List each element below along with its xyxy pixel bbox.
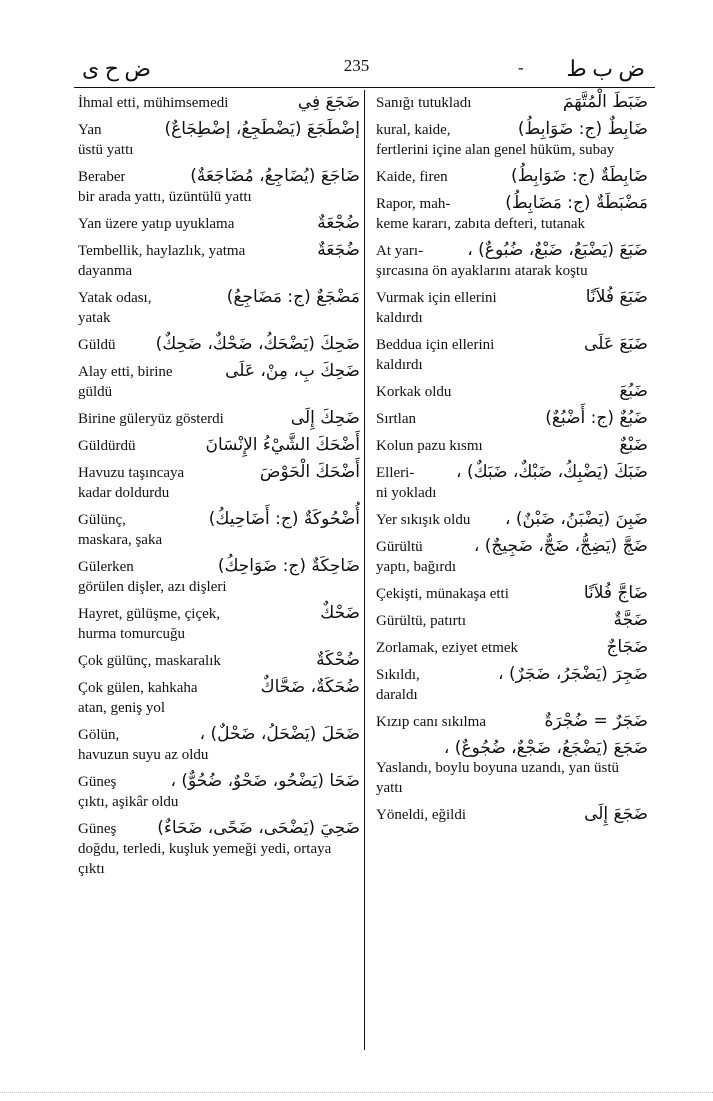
turkish-meaning: Çok gülen, kahkaha (78, 680, 198, 696)
meaning-continuation: Yaslandı, boylu boyuna uzandı, yan üstü yattı (376, 760, 620, 796)
dictionary-entry (78, 771, 360, 812)
turkish-meaning: Gürültü (376, 539, 423, 555)
dictionary-entry (78, 287, 360, 328)
turkish-meaning: Havuzu taşıncaya (78, 465, 185, 481)
meaning-continuation: çıktı, aşikâr oldu (78, 794, 179, 810)
arabic-headword: ضَجِرَ (يَضْجَرُ، ضَجَرٌ) ، (498, 664, 648, 684)
entry-headline (78, 603, 360, 624)
dictionary-entry (78, 509, 360, 550)
arabic-headword: ضَابِطَةٌ (ج: ضَوَابِطُ) (511, 166, 648, 186)
entry-headline (376, 583, 648, 604)
entry-headline (78, 435, 360, 456)
dictionary-entry (376, 408, 648, 429)
arabic-headword: ضَبُعَ (619, 381, 648, 401)
turkish-meaning: Rapor, mah- (376, 196, 451, 212)
dictionary-entry (78, 724, 360, 765)
left-column (78, 92, 360, 885)
dictionary-entry (376, 381, 648, 402)
entry-headline (376, 637, 648, 658)
arabic-headword: ضَجَّةٌ (613, 610, 648, 630)
turkish-meaning: Elleri- (376, 465, 415, 481)
turkish-meaning: Kaide, firen (376, 169, 448, 185)
entry-headline (376, 536, 648, 557)
entry-headline (376, 287, 648, 308)
page-number: 235 (343, 56, 370, 75)
entry-headline (78, 334, 360, 355)
bottom-edge (0, 1092, 713, 1097)
turkish-meaning: Gölün, (78, 727, 120, 743)
turkish-meaning: İhmal etti, mühimsemedi (78, 95, 229, 111)
dictionary-entry (78, 408, 360, 429)
arabic-headword: أَضْحَكَ الشَّيْءُ الإِنْسَانَ (205, 435, 360, 455)
turkish-meaning: Sanığı tutukladı (376, 95, 472, 111)
arabic-headword: ضَبَعَ (يَضْبَعُ، ضَبْعٌ، ضُبُوعٌ) ، (467, 240, 648, 260)
arabic-headword: ضَبَعَ عَلَى (584, 334, 648, 354)
entry-headline (376, 509, 648, 530)
dictionary-entry (376, 287, 648, 328)
dictionary-entry (376, 711, 648, 732)
entry-headline (376, 240, 648, 261)
entry-headline (376, 381, 648, 402)
dictionary-entry (376, 119, 648, 160)
turkish-meaning: Tembellik, haylazlık, yatma (78, 243, 246, 259)
arabic-headword: ضَحِكَ (يَضْحَكُ، ضَحْكٌ، ضَحِكٌ) (155, 334, 360, 354)
column-divider (364, 90, 365, 1050)
arabic-headword: ضُحْكَةٌ (316, 650, 360, 670)
arabic-headword: ضَحِكَ إِلَى (290, 408, 360, 428)
entry-headline (376, 92, 648, 113)
entry-headline (78, 724, 360, 745)
meaning-continuation: keme kararı, zabıta defteri, tutanak (376, 216, 586, 232)
arabic-headword: ضَحَا (يَضْحُو، ضَحْوٌ، ضُحُوٌّ) ، (170, 771, 360, 791)
turkish-meaning: Gülerken (78, 559, 134, 575)
entry-headline (376, 610, 648, 631)
arabic-headword: مَضْجَعٌ (ج: مَضَاجِعُ) (226, 287, 360, 307)
meaning-continuation: güldü (78, 384, 113, 400)
dictionary-entry (376, 804, 648, 825)
dictionary-entry (78, 435, 360, 456)
meaning-continuation: bir arada yattı, üzüntülü yattı (78, 189, 252, 205)
turkish-meaning: kural, kaide, (376, 122, 451, 138)
meaning-continuation: hurma tomurcuğu (78, 626, 186, 642)
arabic-headword: ضَبَطَ الْمُتَّهَمَ (562, 92, 648, 112)
turkish-meaning: Birine güleryüz gösterdi (78, 411, 224, 427)
turkish-meaning: Zorlamak, eziyet etmek (376, 640, 519, 656)
dictionary-entry (78, 650, 360, 671)
entry-headline (78, 771, 360, 792)
arabic-headword: ضَجَعَ فِي (297, 92, 360, 112)
turkish-meaning: Sırtlan (376, 411, 416, 427)
dictionary-entry (376, 92, 648, 113)
meaning-continuation: yaptı, bağırdı (376, 559, 456, 575)
page-header (60, 56, 653, 86)
entry-headline (78, 213, 360, 234)
arabic-headword: ضُجْعَةٌ (317, 213, 360, 233)
turkish-meaning: Yer sıkışık oldu (376, 512, 471, 528)
arabic-headword: ضَحَلَ (يَضْحَلُ، ضَحْلٌ) ، (199, 724, 360, 744)
meaning-continuation: fertlerini içine alan genel hüküm, subay (376, 142, 615, 158)
entry-headline (78, 240, 360, 261)
arabic-headword: ضَابِطٌ (ج: ضَوَابِطُ) (517, 119, 648, 139)
entry-headline (376, 334, 648, 355)
arabic-headword: أُضْحُوكَةٌ (ج: أَضَاحِيكُ) (208, 509, 360, 529)
meaning-continuation: şırcasına ön ayaklarını atarak koştu (376, 263, 588, 279)
arabic-headword: ضَجَّ (يَضِجُّ، ضَجٌّ، ضَجِيجٌ) ، (473, 536, 648, 556)
entry-headline (78, 650, 360, 671)
dictionary-entry (376, 637, 648, 658)
dictionary-entry (78, 462, 360, 503)
dictionary-entry (376, 166, 648, 187)
entry-headline (78, 677, 360, 698)
right-column (376, 92, 648, 831)
turkish-meaning: Güldü (78, 337, 116, 353)
meaning-continuation: dayanma (78, 263, 133, 279)
arabic-headword: ضَبَكَ (يَضْبِكُ، ضَبْكٌ، ضَبَكٌ) ، (456, 462, 648, 482)
entry-headline (376, 166, 648, 187)
dictionary-entry (376, 240, 648, 281)
meaning-continuation: kadar doldurdu (78, 485, 170, 501)
dictionary-entry (376, 664, 648, 705)
turkish-meaning: Gülünç, (78, 512, 126, 528)
header-left-letters: ض ح ى (82, 56, 152, 81)
entry-headline (78, 408, 360, 429)
dictionary-entry (78, 677, 360, 718)
meaning-continuation: maskara, şaka (78, 532, 163, 548)
dictionary-entry (78, 818, 360, 879)
turkish-meaning: Yatak odası, (78, 290, 152, 306)
entry-headline (376, 664, 648, 685)
turkish-meaning: Vurmak için ellerini (376, 290, 497, 306)
turkish-meaning: Korkak oldu (376, 384, 452, 400)
dictionary-entry (376, 583, 648, 604)
dictionary-entry (376, 738, 648, 798)
entry-headline (376, 804, 648, 825)
entry-headline (376, 738, 648, 758)
dictionary-entry (78, 166, 360, 207)
turkish-meaning: Yan üzere yatıp uyuklama (78, 216, 235, 232)
turkish-meaning: Güneş (78, 821, 117, 837)
entry-headline (78, 92, 360, 113)
dictionary-entry (376, 334, 648, 375)
entry-headline (78, 287, 360, 308)
turkish-meaning: Sıkıldı, (376, 667, 420, 683)
dictionary-entry (376, 193, 648, 234)
entry-headline (376, 435, 648, 456)
meaning-continuation: yatak (78, 310, 111, 326)
turkish-meaning: Kolun pazu kısmı (376, 438, 483, 454)
turkish-meaning: Beddua için ellerini (376, 337, 495, 353)
dictionary-entry (376, 610, 648, 631)
header-rule (74, 87, 655, 88)
entry-headline (78, 509, 360, 530)
turkish-meaning: Güneş (78, 774, 117, 790)
turkish-meaning: Hayret, gülüşme, çiçek, (78, 606, 221, 622)
turkish-meaning: Kızıp canı sıkılma (376, 714, 486, 730)
arabic-headword: إضْطَجَعَ (يَضْطَجِعُ، إضْطِجَاعٌ) (164, 119, 360, 139)
turkish-meaning: Yöneldi, eğildi (376, 807, 466, 823)
turkish-meaning: Çok gülünç, maskaralık (78, 653, 221, 669)
turkish-meaning: Gürültü, patırtı (376, 613, 466, 629)
arabic-headword: ضَجَعَ (يَضْجَعُ، ضَجْعٌ، ضُجُوعٌ) ، (443, 738, 648, 758)
arabic-headword: ضَجَعَ إِلَى (584, 804, 648, 824)
turkish-meaning: Alay etti, birine (78, 364, 173, 380)
turkish-meaning: Çekişti, münakaşa etti (376, 586, 509, 602)
meaning-continuation: görülen dişler, azı dişleri (78, 579, 227, 595)
turkish-meaning: Yan (78, 122, 102, 138)
meaning-continuation: atan, geniş yol (78, 700, 166, 716)
entry-headline (376, 193, 648, 214)
dictionary-entry (78, 213, 360, 234)
entry-headline (78, 462, 360, 483)
dictionary-entry (376, 462, 648, 503)
arabic-headword: ضَحِكَ بِ، مِنْ، عَلَى (225, 361, 360, 381)
meaning-continuation: üstü yattı (78, 142, 134, 158)
turkish-meaning: Güldürdü (78, 438, 136, 454)
meaning-continuation: doğdu, terledi, kuşluk yemeği yedi, ortaya çıktı (78, 841, 332, 877)
dictionary-entry (78, 603, 360, 644)
turkish-meaning: At yarı- (376, 243, 424, 259)
entry-headline (78, 166, 360, 187)
arabic-headword: ضَحِيَ (يَضْحَى، ضَحًى، ضَحَاءٌ) (157, 818, 360, 838)
dictionary-entry (78, 334, 360, 355)
turkish-meaning: Beraber (78, 169, 126, 185)
arabic-headword: ضَجَاجٌ (606, 637, 648, 657)
dictionary-entry (376, 435, 648, 456)
entry-headline (376, 462, 648, 483)
arabic-headword: ضُجَعَةٌ (317, 240, 360, 260)
meaning-continuation: ni yokladı (376, 485, 437, 501)
arabic-headword: ضَبْعٌ (619, 435, 648, 455)
meaning-continuation: kaldırdı (376, 310, 423, 326)
meaning-continuation: kaldırdı (376, 357, 423, 373)
dictionary-entry (376, 509, 648, 530)
dictionary-entry (78, 92, 360, 113)
entry-headline (376, 119, 648, 140)
meaning-continuation: daraldı (376, 687, 418, 703)
arabic-headword: ضَاجَعَ (يُضَاجِعُ، مُضَاجَعَةٌ) (190, 166, 360, 186)
arabic-headword: ضَبِنَ (يَضْبَنُ، ضَبْنٌ) ، (504, 509, 648, 529)
dictionary-entry (78, 556, 360, 597)
arabic-headword: ضَاجَّ فُلاَنًا (583, 583, 648, 603)
entry-headline (78, 361, 360, 382)
header-right-letters: ض ب ط (566, 56, 645, 81)
arabic-headword: ضَبَعَ فُلاَنًا (585, 287, 648, 307)
arabic-headword: ضَاحِكَةٌ (ج: ضَوَاحِكُ) (217, 556, 360, 576)
arabic-headword: ضَبُعٌ (ج: أَضْبُعٌ) (545, 408, 648, 428)
arabic-headword: مَضْبَطَةٌ (ج: مَضَابِطُ) (505, 193, 648, 213)
dictionary-entry (78, 361, 360, 402)
entry-headline (78, 556, 360, 577)
dictionary-entry (78, 119, 360, 160)
arabic-headword: ضَحْكٌ (320, 603, 360, 623)
header-dash: - (518, 58, 524, 77)
arabic-headword: أَضْحَكَ الْحَوْضَ (259, 462, 360, 482)
meaning-continuation: havuzun suyu az oldu (78, 747, 209, 763)
dictionary-entry (376, 536, 648, 577)
entry-headline (376, 408, 648, 429)
dictionary-entry (78, 240, 360, 281)
arabic-headword: ضُحَكَةٌ، ضَحَّاكٌ (260, 677, 360, 697)
entry-headline (376, 711, 648, 732)
entry-headline (78, 119, 360, 140)
entry-headline (78, 818, 360, 839)
arabic-headword: ضَجَرٌ = ضُجْرَةٌ (544, 711, 648, 731)
